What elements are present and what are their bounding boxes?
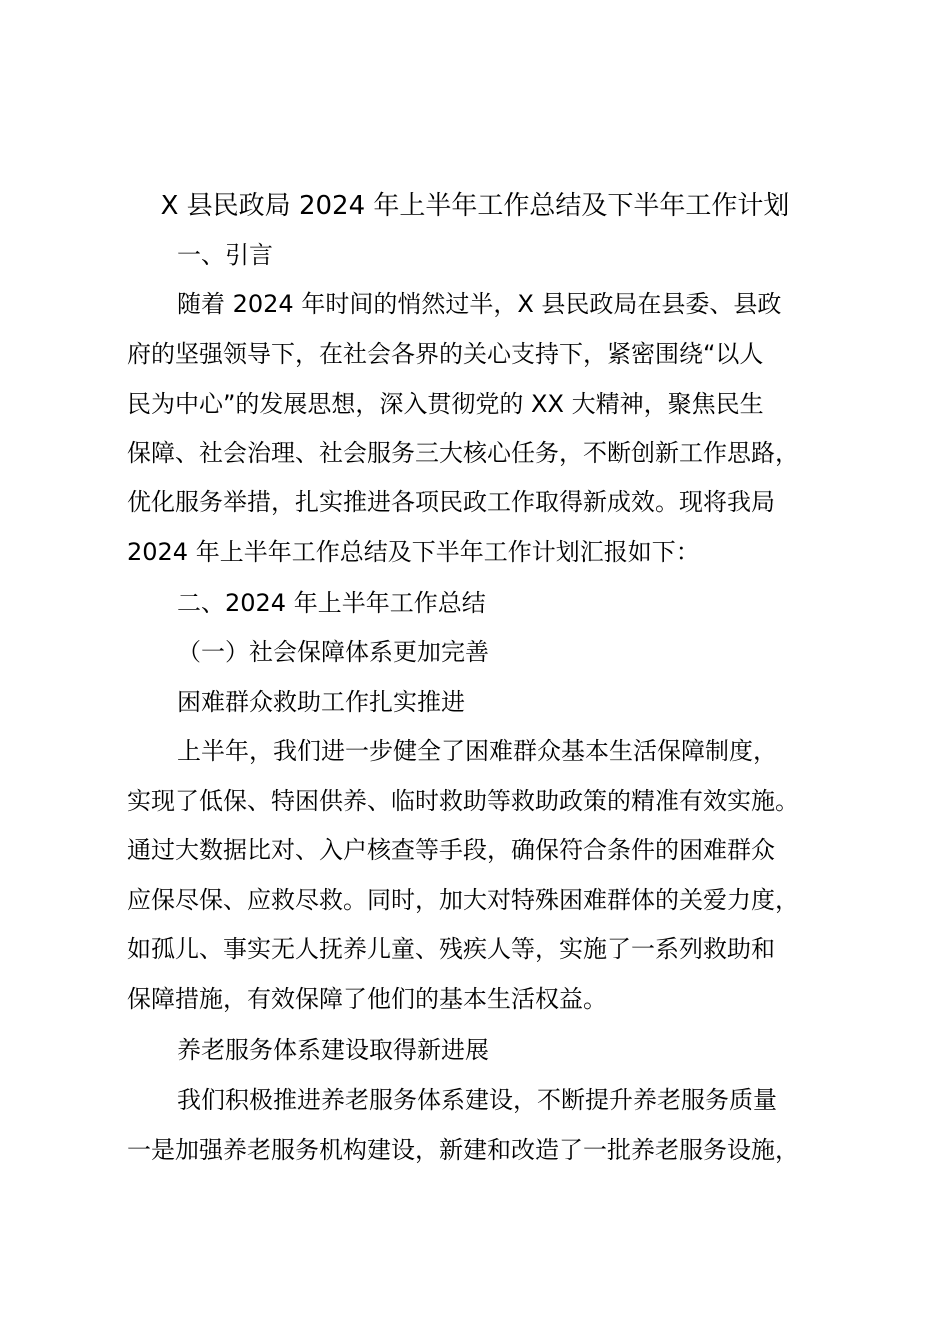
paragraph-line: 通过大数据比对、入户核查等手段，确保符合条件的困难群众 bbox=[127, 836, 775, 864]
paragraph-line: 保障、社会治理、社会服务三大核心任务，不断创新工作思路， bbox=[127, 439, 799, 467]
paragraph-line: 优化服务举措，扎实推进各项民政工作取得新成效。现将我局 bbox=[127, 488, 775, 516]
paragraph-line: 一是加强养老服务机构建设，新建和改造了一批养老服务设施， bbox=[127, 1136, 799, 1164]
paragraph-line: 实现了低保、特困供养、临时救助等救助政策的精准有效实施。 bbox=[127, 787, 799, 815]
paragraph-line: 府的坚强领导下，在社会各界的关心支持下，紧密围绕“以人 bbox=[127, 340, 764, 368]
paragraph-line: 民为中心”的发展思想，深入贯彻党的 XX 大精神，聚焦民生 bbox=[127, 390, 764, 418]
paragraph-line: 保障措施，有效保障了他们的基本生活权益。 bbox=[127, 985, 607, 1013]
document-title: X 县民政局 2024 年上半年工作总结及下半年工作计划 bbox=[160, 191, 790, 221]
subsection-heading: （一）社会保障体系更加完善 bbox=[177, 638, 489, 666]
section-heading-summary: 二、2024 年上半年工作总结 bbox=[177, 589, 486, 617]
topic-heading: 困难群众救助工作扎实推进 bbox=[177, 688, 465, 716]
section-heading-intro: 一、引言 bbox=[177, 241, 273, 269]
paragraph-line: 我们积极推进养老服务体系建设，不断提升养老服务质量 bbox=[177, 1086, 777, 1114]
paragraph-line: 2024 年上半年工作总结及下半年工作计划汇报如下： bbox=[127, 538, 700, 566]
paragraph-line: 如孤儿、事实无人抚养儿童、残疾人等，实施了一系列救助和 bbox=[127, 935, 775, 963]
paragraph-line: 应保尽保、应救尽救。同时，加大对特殊困难群体的关爱力度， bbox=[127, 886, 799, 914]
topic-heading: 养老服务体系建设取得新进展 bbox=[177, 1036, 489, 1064]
paragraph-line: 上半年，我们进一步健全了困难群众基本生活保障制度， bbox=[177, 737, 777, 765]
paragraph-line: 随着 2024 年时间的悄然过半，X 县民政局在县委、县政 bbox=[177, 290, 782, 318]
